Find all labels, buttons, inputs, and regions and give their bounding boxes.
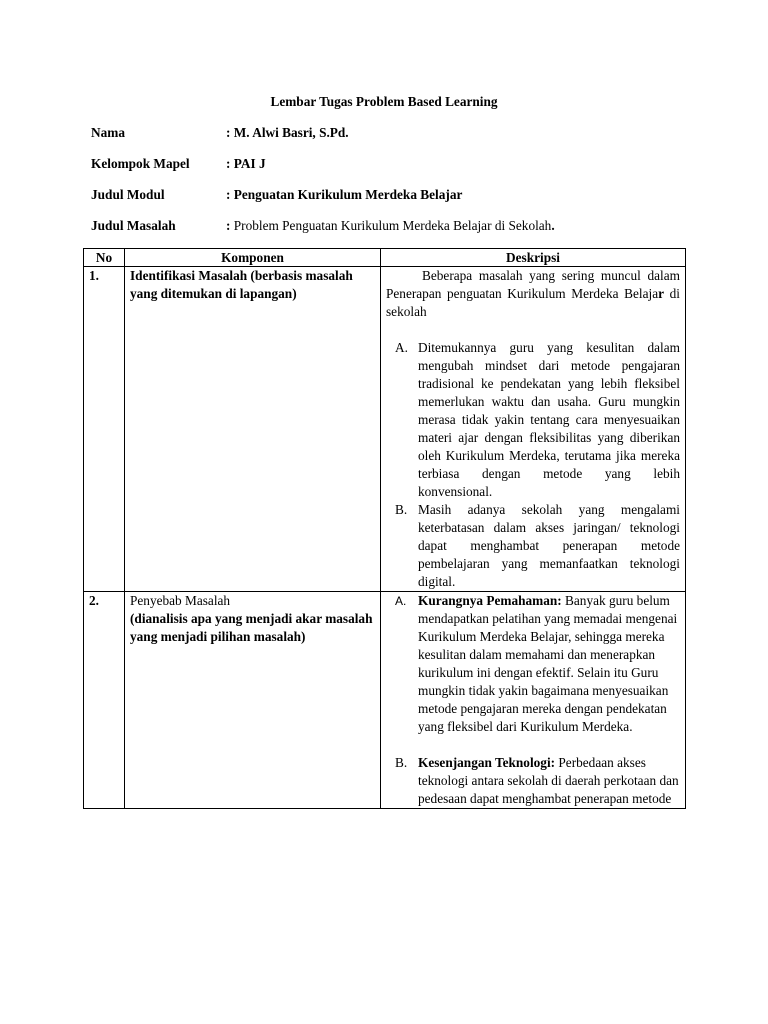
row-number: 1. <box>84 267 125 592</box>
komponen-subtitle: (dianalisis apa yang menjadi akar masalah yang menjadi pilihan masalah) <box>130 611 373 644</box>
list-item <box>386 592 680 736</box>
list-marker: A. <box>395 340 408 355</box>
intro-bold-letter: r <box>658 286 665 301</box>
list-item-text: Masih adanya sekolah yang mengalami keterbatasan dalam akses jaringan/ teknologi dapat menghambat penerapan metode pembelajaran yang memanfaatkan teknologi digital. <box>418 502 680 589</box>
deskripsi-intro <box>386 267 680 321</box>
meta-value: : PAI J <box>226 156 266 171</box>
intro-text: Beberapa masalah yang sering muncul dalam Penerapan penguatan Kurikulum Merdeka Belaja <box>386 268 680 301</box>
deskripsi-list <box>386 592 680 736</box>
list-item-lead: Kesenjangan Teknologi: <box>418 755 556 770</box>
list-item <box>386 339 680 501</box>
meta-value-text: Problem Penguatan Kurikulum Merdeka Belajar di Sekolah <box>230 218 552 233</box>
meta-label: Judul Modul <box>91 187 165 202</box>
document-title: Lembar Tugas Problem Based Learning <box>270 94 498 109</box>
table-header-row <box>84 249 686 267</box>
header-komponen: Komponen <box>125 249 381 267</box>
komponen-title: Penyebab Masalah <box>130 593 231 608</box>
meta-value-colon: : <box>226 218 231 233</box>
list-item <box>386 754 680 808</box>
meta-value: : Penguatan Kurikulum Merdeka Belajar <box>226 187 463 202</box>
row-deskripsi <box>381 267 686 592</box>
row-komponen <box>125 592 381 809</box>
meta-label: Kelompok Mapel <box>91 156 190 171</box>
list-item <box>386 501 680 591</box>
row-number: 2. <box>84 592 125 809</box>
meta-label: Judul Masalah <box>91 218 176 233</box>
table-row <box>84 267 686 592</box>
list-marker: A. <box>395 594 407 608</box>
intro-text-end: di sekolah <box>386 286 681 319</box>
deskripsi-list <box>386 339 680 591</box>
header-no: No <box>84 249 125 267</box>
row-komponen: Identifikasi Masalah (berbasis masalah yang ditemukan di lapangan) <box>125 267 381 592</box>
meta-value: : M. Alwi Basri, S.Pd. <box>226 125 349 140</box>
row-deskripsi <box>381 592 686 809</box>
problem-table <box>83 248 686 809</box>
header-deskripsi: Deskripsi <box>381 249 686 267</box>
meta-value <box>226 217 555 235</box>
list-marker: B. <box>395 502 408 517</box>
deskripsi-list <box>386 754 680 808</box>
table-row <box>84 592 686 809</box>
list-item-text: Ditemukannya guru yang kesulitan dalam mengubah mindset dari metode pengajaran tradisional ke pendekatan yang lebih fleksibel memerlukan waktu dan usaha. Guru mungkin merasa tidak yakin tentang cara menyesuaikan materi ajar dengan fleksibilitas yang diberikan oleh Kurikulum Merdeka, terutama jika mereka terbiasa dengan metode yang lebih konvensional. <box>418 340 680 499</box>
list-item-text: Perbedaan akses teknologi antara sekolah di daerah perkotaan dan pedesaan dapat menghambat penerapan metode <box>418 755 679 806</box>
meta-value-period: . <box>551 218 555 233</box>
list-marker: B. <box>395 755 408 770</box>
list-item-lead: Kurangnya Pemahaman: <box>418 593 562 608</box>
meta-label: Nama <box>91 125 125 140</box>
list-item-text: Banyak guru belum mendapatkan pelatihan yang memadai mengenai Kurikulum Merdeka Belajar, sehingga mereka kesulitan dalam memahami dan menerapkan kurikulum ini dengan efektif. Selain itu Guru mungkin tidak yakin bagaimana menyesuaikan metode pengajaran mereka dengan pendekatan yang fleksibel dari Kurikulum Merdeka. <box>418 593 678 734</box>
